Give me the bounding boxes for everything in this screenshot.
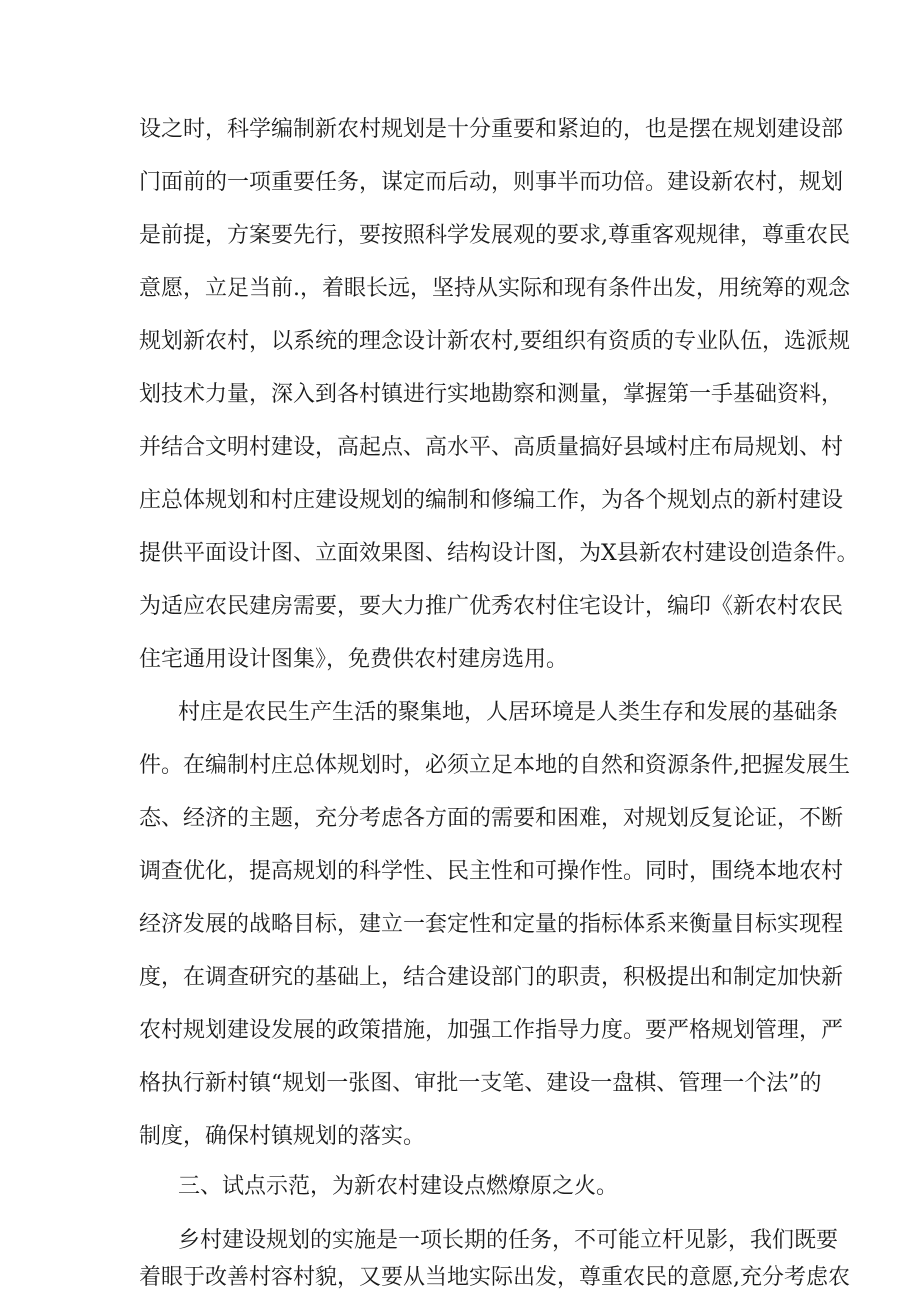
text-line: 着眼于改善村容村貌，又要从当地实际出发，尊重农民的意愿,充分考虑农 [139, 1265, 850, 1290]
text-line: 规划新农村，以系统的理念设计新农村,要组织有资质的专业队伍，选派规 [139, 329, 850, 354]
text-line: 划技术力量，深入到各村镇进行实地勘察和测量，掌握第一手基础资料， [139, 382, 844, 407]
text-line: 乡村建设规划的实施是一项长期的任务，不可能立杆见影，我们既要 [178, 1228, 839, 1253]
text-line: 住宅通用设计图集》，免费供农村建房选用。 [139, 647, 569, 672]
text-line: 调查优化，提高规划的科学性、民主性和可操作性。同时，围绕本地农村 [139, 859, 844, 884]
text-line: 是前提，方案要先行，要按照科学发展观的要求,尊重客观规律，尊重农民 [139, 223, 850, 248]
text-line: 制度，确保村镇规划的落实。 [139, 1124, 426, 1149]
text-line: 经济发展的战略目标，建立一套定性和定量的指标体系来衡量目标实现程 [139, 912, 844, 937]
text-line: 农村规划建设发展的政策措施，加强工作指导力度。要严格规划管理，严 [139, 1018, 844, 1043]
text-line: 并结合文明村建设，高起点、高水平、高质量搞好县域村庄布局规划、村 [139, 435, 844, 460]
text-line: 意愿，立足当前.，着眼长远，坚持从实际和现有条件出发，用统筹的观念 [139, 276, 850, 301]
text-line: 件。在编制村庄总体规划时，必须立足本地的自然和资源条件,把握发展生 [139, 753, 850, 778]
text-line: 提供平面设计图、立面效果图、结构设计图，为X县新农村建设创造条件。 [139, 541, 859, 566]
text-line: 度，在调查研究的基础上，结合建设部门的职责，积极提出和制定加快新 [139, 965, 844, 990]
text-line: 为适应农民建房需要，要大力推广优秀农村住宅设计，编印《新农村农民 [139, 594, 844, 619]
section-heading: 三、试点示范，为新农村建设点燃燎原之火。 [178, 1174, 619, 1199]
text-line: 设之时，科学编制新农村规划是十分重要和紧迫的，也是摆在规划建设部 [139, 117, 844, 142]
text-line: 门面前的一项重要任务，谋定而后动，则事半而功倍。建设新农村，规划 [139, 170, 844, 195]
text-line: 村庄是农民生产生活的聚集地，人居环境是人类生存和发展的基础条 [178, 700, 839, 725]
text-line: 格执行新村镇“规划一张图、审批一支笔、建设一盘棋、管理一个法”的 [139, 1071, 822, 1096]
text-line: 庄总体规划和村庄建设规划的编制和修编工作，为各个规划点的新村建设 [139, 488, 844, 513]
text-line: 态、经济的主题，充分考虑各方面的需要和困难，对规划反复论证，不断 [139, 806, 844, 831]
